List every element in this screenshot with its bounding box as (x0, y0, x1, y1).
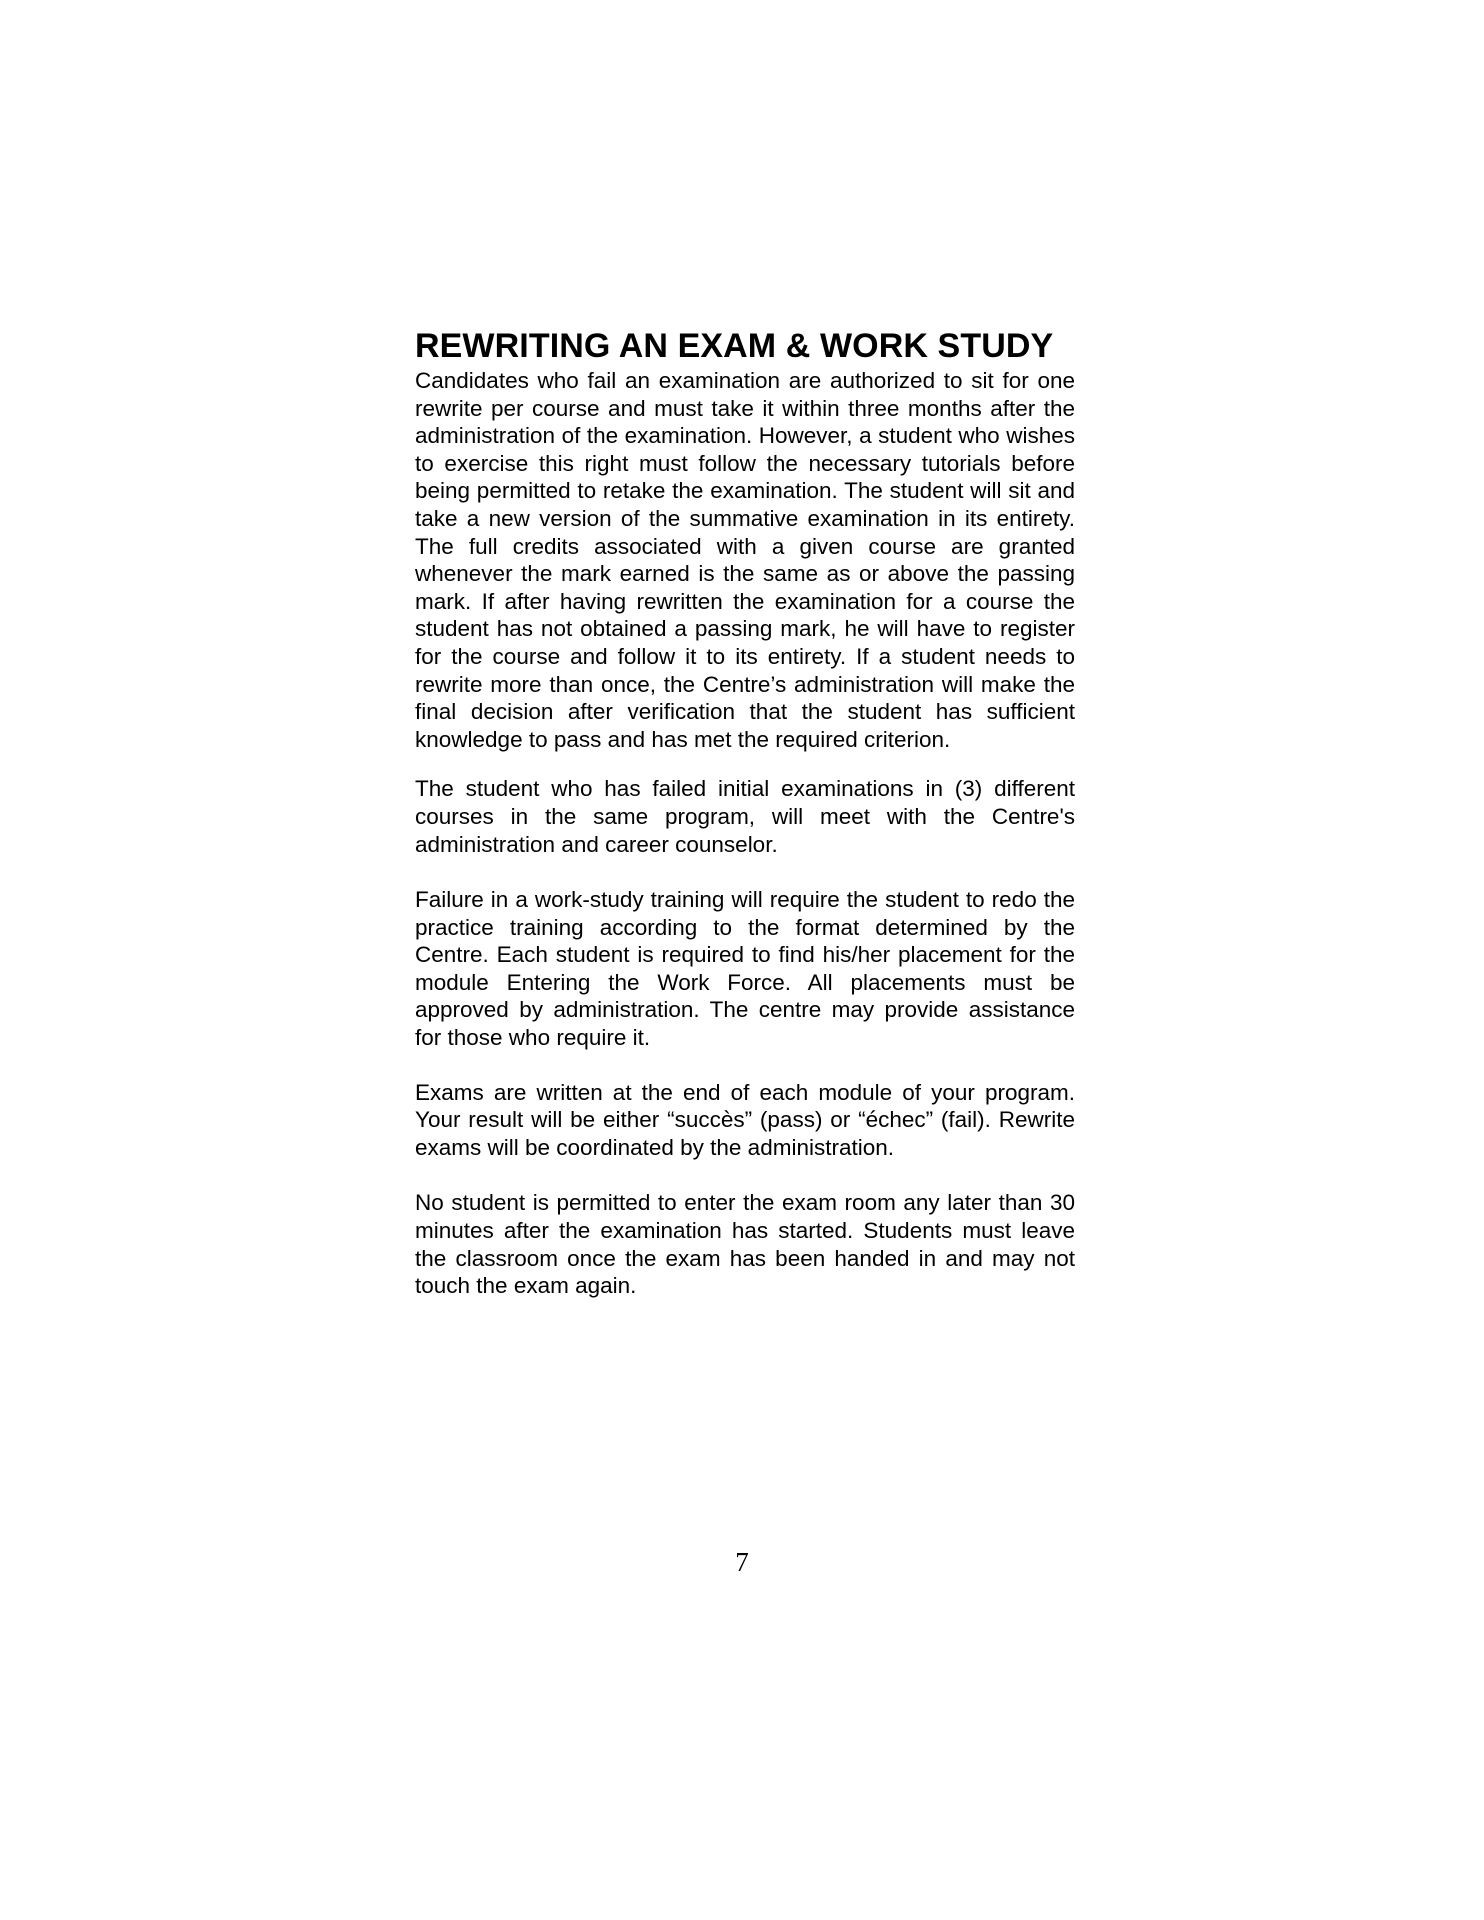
paragraph-exam-results: Exams are written at the end of each module of your program. Your result will be either “succès” (pass) or “échec” (fail). Rewrite exams will be coordinated by the administration. (415, 1079, 1075, 1160)
paragraph-work-study: Failure in a work-study training will require the student to redo the practice training according to the format determined by the Centre. Each student is required to find his/her placement for the module Entering the Work Force. All placements must be approved by administration. The centre may provide assistance for those who require it. (415, 887, 1075, 1051)
paragraph-exam-room-rules: No student is permitted to enter the exam room any later than 30 minutes after the examination has started. Students must leave the classroom once the exam has been handed in and may not touch the exam again. (415, 1190, 1075, 1299)
paragraph-rewrite-policy: Candidates who fail an examination are authorized to sit for one rewrite per course and must take it within three months after the administration of the examination. However, a student who wishes to exercise this right must follow the necessary tutorials before being permitted to retake the examination. The student will sit and take a new version of the summative examination in its entirety. The full credits associated with a given course are granted whenever the mark earned is the same as or above the passing mark. If after having rewritten the examination for a course the student has not obtained a passing mark, he will have to register for the course and follow it to its entirety. If a student needs to rewrite more than once, the Centre’s administration will make the final decision after verification that the student has sufficient knowledge to pass and has met the required criterion. (415, 368, 1075, 752)
page-number: 7 (735, 1547, 749, 1577)
page-content (415, 325, 1075, 1300)
section-heading: REWRITING AN EXAM & WORK STUDY (415, 327, 1054, 365)
paragraph-failed-courses: The student who has failed initial examinations in (3) different courses in the same program, will meet with the Centre's administration and career counselor. (415, 776, 1075, 857)
